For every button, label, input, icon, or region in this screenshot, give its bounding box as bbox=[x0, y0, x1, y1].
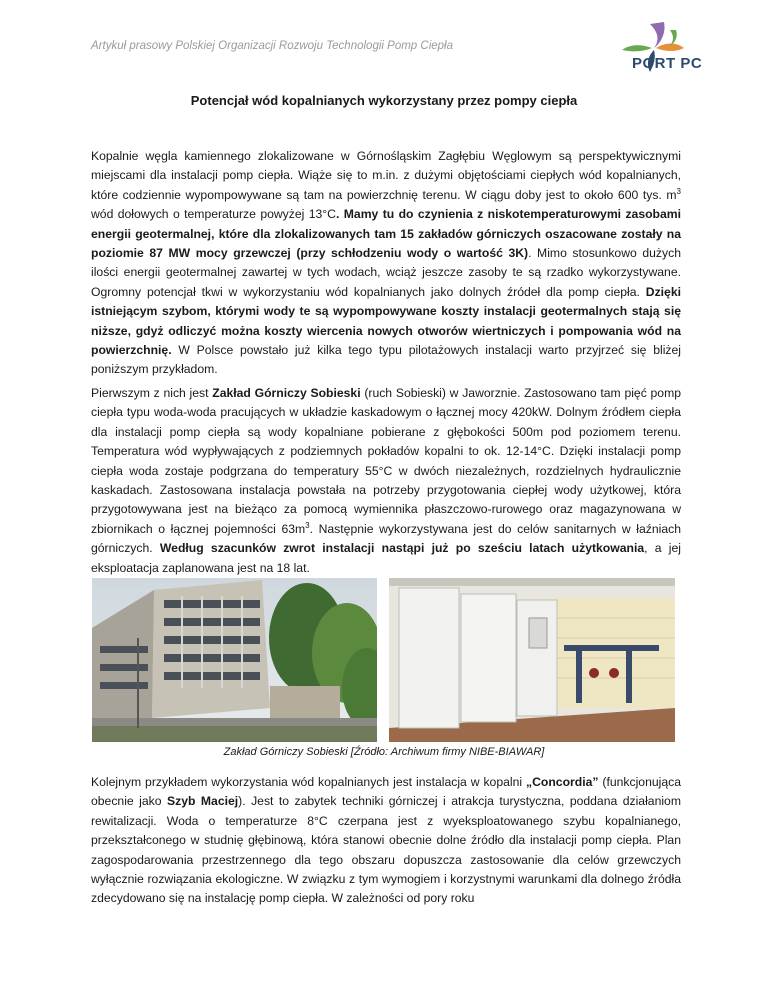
article-title: Potencjał wód kopalnianych wykorzystany przez pompy ciepła bbox=[190, 93, 578, 108]
photo-caption: Zakład Górniczy Sobieski [Źródło: Archiwum firmy NIBE-BIAWAR] bbox=[223, 746, 545, 758]
paragraph-2: Pierwszym z nich jest Zakład Górniczy Sobieski (ruch Sobieski) w Jaworznie. Zastosowano tam pięć pomp ciepła typu woda-woda pracujących w układzie kaskadowym o łącznej mocy 420kW. Dolnym źródłem ciepła dla instalacji pomp ciepła są wody kopalniane pobierane z głębokości 500m pod poziomem terenu. Temperatura wód wypływających z podziemnych pokładów kopalni to ok. 12-14°C. Dzięki instalacji pomp ciepła woda zostaje podgrzana do temperatury 55°C w dwóch niezależnych, rozdzielnych hydraulicznie kaskadach. Zastosowana instalacja powstała na potrzeby przygotowania ciepłej wody użytkowej, która przygotowywana jest na bieżąco za pomocą wymiennika płaszczowo-rurowego oraz magazynowana w zbiornikach o łącznej pojemności $63m^3$. Następnie wykorzystywana jest do celów sanitarnych w łaźniach górniczych. Według szacunków zwrot instalacji nastąpi już po sześciu latach użytkowania, a jej eksploatacja zaplanowana jest na 18 lat. bbox=[91, 386, 682, 575]
document-header: Artykuł prasowy Polskiej Organizacji Rozwoju Technologii Pomp Ciepła bbox=[91, 40, 453, 52]
paragraph-1: Kopalnie węgla kamiennego zlokalizowane w Górnośląskim Zagłębiu Węglowym są perspektywicznymi miejscami dla instalacji pomp ciepła. Wiąże się to m.in. z dużymi objętościami ciepłych wód kopalnianych, które codziennie wypompowywane są tam na powierzchnię terenu. W ciągu doby jest to około 600 tys. $m^3$ wód dołowych o temperaturze powyżej 13°C. Mamy tu do czynienia z niskotemperaturowymi zasobami energii geotermalnej, które dla zlokalizowanych tam 15 zakładów górniczych oszacowane zostały na poziomie 87 MW mocy grzewczej (przy schłodzeniu wody o wartość 3K). Mimo stosunkowo dużych ilości energii geotermalnej zawartej w tych wodach, wciąż jeszcze zasoby te są rzadko wykorzystywane. Ogromny potencjał tkwi w wykorzystaniu wód kopalnianych jako dolnych źródeł dla pomp ciepła. Dzięki istniejącym szybom, którymi wody te są wypompowywane koszty instalacji geotermalnych stają się niższe, gdyż odliczyć można koszty wiercenia nowych otworów wiertniczych i pompowania wód na powierzchnię. W Polsce powstało już kilka tego typu pilotażowych instalacji warto przyjrzeć się bliżej poniższym przykładom. bbox=[91, 149, 681, 377]
paragraph-3: Kolejnym przykładem wykorzystania wód kopalnianych jest instalacja w kopalni „Concordia” (funkcjonująca obecnie jako Szyb Maciej). Jest to zabytek techniki górniczej i atrakcja turystyczna, poddana działaniom rewitalizacji. Woda o temperaturze 8°C czerpana jest z wyeksploatowanego szybu kopalnianego, przekształconego w studnię głębinową, która stanowi obecnie dolne źródło dla instalacji pomp ciepła. Plan zagospodarowania przestrzennego dla tego obszaru dopuszcza zastosowanie dla celów grzewczych wyłącznie rozwiązania ekologiczne. W związku z tym wymogiem i korzystnymi warunkami dla dolnego źródła zdecydowano się na instalację pomp ciepła. W zależności od pory roku bbox=[91, 775, 681, 906]
heat-pump-room-photo bbox=[389, 578, 675, 742]
port-pc-logo bbox=[610, 18, 730, 82]
logo-text: PORT PC bbox=[632, 55, 703, 72]
mine-building-photo bbox=[92, 578, 377, 742]
